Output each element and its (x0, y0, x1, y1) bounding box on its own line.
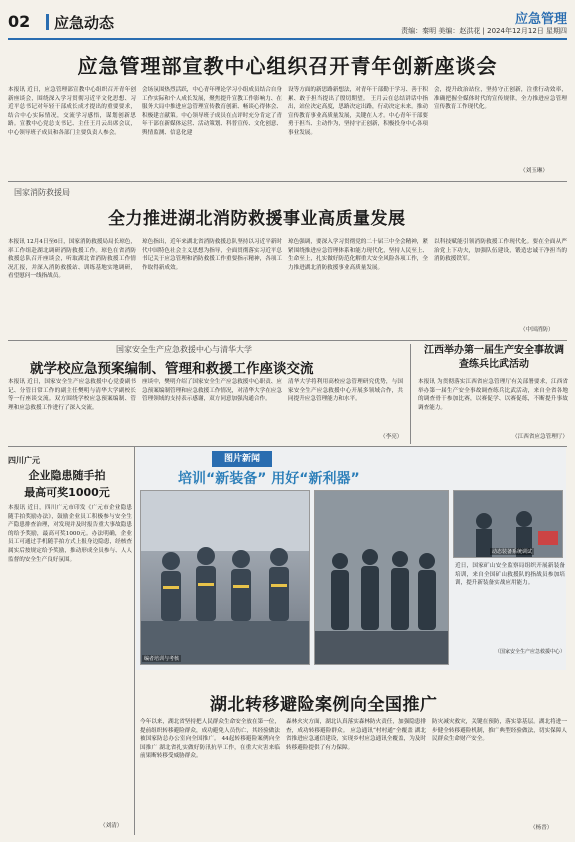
lead-col-4: 会，提升政治站位，坚持守正创新，注重行动效率，准确把握全媒体时代的宣传规律，全力推进应急管理宣传教育工作现代化。 (434, 87, 567, 111)
story5-col-2: 森林火灾方面，湖北认真落实森林防火责任，加强隐患排查，成功转移避险群众。 应急通讯“村村通”全覆盖 湖北省推进应急通信建设，实现乡村应急通讯全覆盖，为及时转移避险提供了有力保障。 (286, 719, 426, 751)
story4-headline: 江西举办第一届生产安全事故调查练兵比武活动 (424, 345, 564, 370)
story2-byline: （中国消防） (520, 327, 554, 333)
side-headline-line-1: 企业隐患随手拍 (28, 469, 106, 482)
story2-col-1: 本报讯 12月4日至6日，国家消防救援局局长琼色，率工作组赴湖北调研消防救援工作。琼色在省消防救援总队召开座谈会，听取湖北省消防救援工作情况汇报，并深入消防救援站、训练基地实地调研，看望慰问一线指战员。 (8, 239, 136, 280)
story2-col-2: 琼色指出，近年来湖北省消防救援总队坚持以习近平新时代中国特色社会主义思想为指导，全面贯彻落实习近平总书记关于应急管理和消防救援工作重要指示精神，各项工作取得新成效。 (142, 239, 282, 271)
lead-col-3: 设等方面的新思路新想法，对青年干部勤于学习、善于积累、敢于担当提出了殷切期望。 王月云在总结讲话中指出，站位决定高度，思路决定出路，行动决定未来。推动宣传教育事业高质量发展，关键在人才。中心青年干部要勇于担当、主动作为，坚持守正创新，积极投身中心各项事业发展。 (288, 87, 428, 136)
lead-col-2: 会场氛围热烈活跃，中心青年理论学习小组成员结合自身工作实际和个人成长发展，聚焦提升宣教工作影响力、在服务大局中推进应急管理宣传教育创新、畅谈心得体会、积极建言献策。中心领导班子成员在点评时充分肯定了青年干部在新媒体运营、活动策划、科普宣传、文化创意、舆情监测、信息化建 (142, 87, 282, 136)
story2-col-4: 以科技赋能引领消防救援工作现代化。要在全面从严治党上下功夫，加强队伍建设，锻造忠诚干净担当的消防救援铁军。 (434, 239, 567, 263)
photo-news-badge: 图片新闻 (212, 451, 272, 467)
photo-caption: 近日，国家矿山安全监察局组织开展新装备培训，来自全国矿山救援队的指战员参加培训，提升新装备实战应用能力。 (455, 563, 565, 587)
story3-headline: 就学校应急预案编制、管理和救援工作座谈交流 (30, 361, 314, 377)
page-header (8, 8, 567, 40)
photo-credit: （国家安全生产应急救援中心） (494, 649, 565, 655)
divider (8, 340, 567, 341)
story5-col-1: 今年以来，湖北省坚持把人民群众生命安全放在第一位，提前组织转移避险群众，成功避免人员伤亡，其经验做法被国家防总办公室向全国推广。 44起转移避险案例向全国推广 湖北省扎实做好防汛抗旱工作，在重大灾害来临前果断转移受威胁群众。 (140, 719, 280, 760)
story3-col-2: 座谈中，樊明介绍了国家安全生产应急救援中心职责、应急预案编制管理和应急救援工作情况，对清华大学在应急管理领域的支持表示感谢，双方同意加强沟通合作。 (142, 379, 282, 403)
rescuers-illustration (141, 491, 310, 665)
story5-col-3: 防灾减灾救灾，关键在预防，落实靠基层。湖北将进一步健全转移避险机制，推广典型经验做法，切实保障人民群众生命财产安全。 (432, 719, 567, 743)
divider (8, 181, 567, 182)
story3-col-3: 清华大学将利用高校应急管理研究优势，与国家安全生产应急救援中心开展多领域合作，共同提升应急管理能力和水平。 (288, 379, 403, 403)
side-byline: （刘清） (100, 823, 123, 829)
story2-col-3: 琼色强调，要深入学习贯彻党的二十届三中全会精神，紧紧围绕推进应急管理体系和能力现代化，坚持人民至上、生命至上，扎实做好防范化解重大安全风险各项工作，全力推进湖北消防救援事业高质量发展。 (288, 239, 428, 271)
story3-kicker: 国家安全生产应急救援中心与清华大学 (116, 345, 252, 354)
team-illustration (315, 491, 449, 665)
divider (134, 447, 135, 835)
story3-col-1: 本报讯 近日，国家安全生产应急救援中心党委副书记、分管日常工作的副主任樊明与清华大学副校长等一行座谈交流。双方围绕学校应急预案编制、管理和应急救援工作进行了深入交流。 (8, 379, 136, 411)
divider (410, 344, 411, 444)
brand-name: 应急管理 (514, 12, 567, 27)
story5-headline: 湖北转移避险案例向全国推广 (210, 695, 438, 715)
training-photo (140, 490, 310, 665)
story4-byline: （江西省应急管理厅） (512, 434, 568, 440)
photo-label-left: 编者培训与考核 (144, 656, 180, 662)
lead-byline: （刘玉琳） (520, 168, 548, 174)
story2-headline: 全力推进湖北消防救援事业高质量发展 (108, 209, 406, 229)
story4-body: 本报讯 为贯彻落实江西省应急管理厅有关部署要求，江西省举办第一届生产安全事故调查练兵比武活动，来自全省各地的调查骨干参加比赛，以赛促学、以赛促练，不断提升事故调查能力。 (418, 379, 568, 411)
photo-news-headline: 培训“新装备” 用好“新利器” (178, 471, 360, 487)
story2-kicker: 国家消防救援局 (14, 188, 70, 197)
photo-label-right: 动态装备系统调试 (492, 549, 533, 555)
story3-byline: （李亮） (380, 434, 403, 440)
training-photo (314, 490, 449, 665)
side-tag: 四川广元 (8, 456, 40, 465)
lead-col-1: 本报讯 近日，应急管理部宣教中心组织召开青年创新座谈会，围绕深入学习贯彻习近平文化思想、习近平总书记对年轻干部成长成才提出的重要要求，结合中心实际情况，交流学习感悟，谋划创新思路。宣教中心党总支书记、主任王月云出席会议，中心领导班子成员和各部门主要负责人参会。 (8, 87, 136, 136)
side-body: 本报讯 近日，四川广元市印发《广元市企业隐患随手拍奖励办法》，鼓励企业员工积极参与安全生产隐患排查治理，对发现并及时报告重大事故隐患的给予奖励，最高可奖1000元。办法明确，企业员工可通过手机随手拍方式上报身边隐患，经核查属实后按规定给予奖励，推动形成全员参与、人人监督的安全生产良好氛围。 (8, 505, 132, 563)
lead-headline: 应急管理部宣教中心组织召开青年创新座谈会 (77, 54, 498, 78)
issue-meta: 责编：秦明 美编：赵洪花 | 2024年12月12日 星期四 (401, 27, 567, 35)
section-name: 应急动态 (54, 14, 115, 32)
header-accent-bar (46, 14, 49, 30)
page-number: 02 (8, 12, 31, 31)
story5-byline: （杨晋） (530, 825, 553, 831)
side-headline-line-2: 最高可奖1000元 (24, 486, 110, 499)
